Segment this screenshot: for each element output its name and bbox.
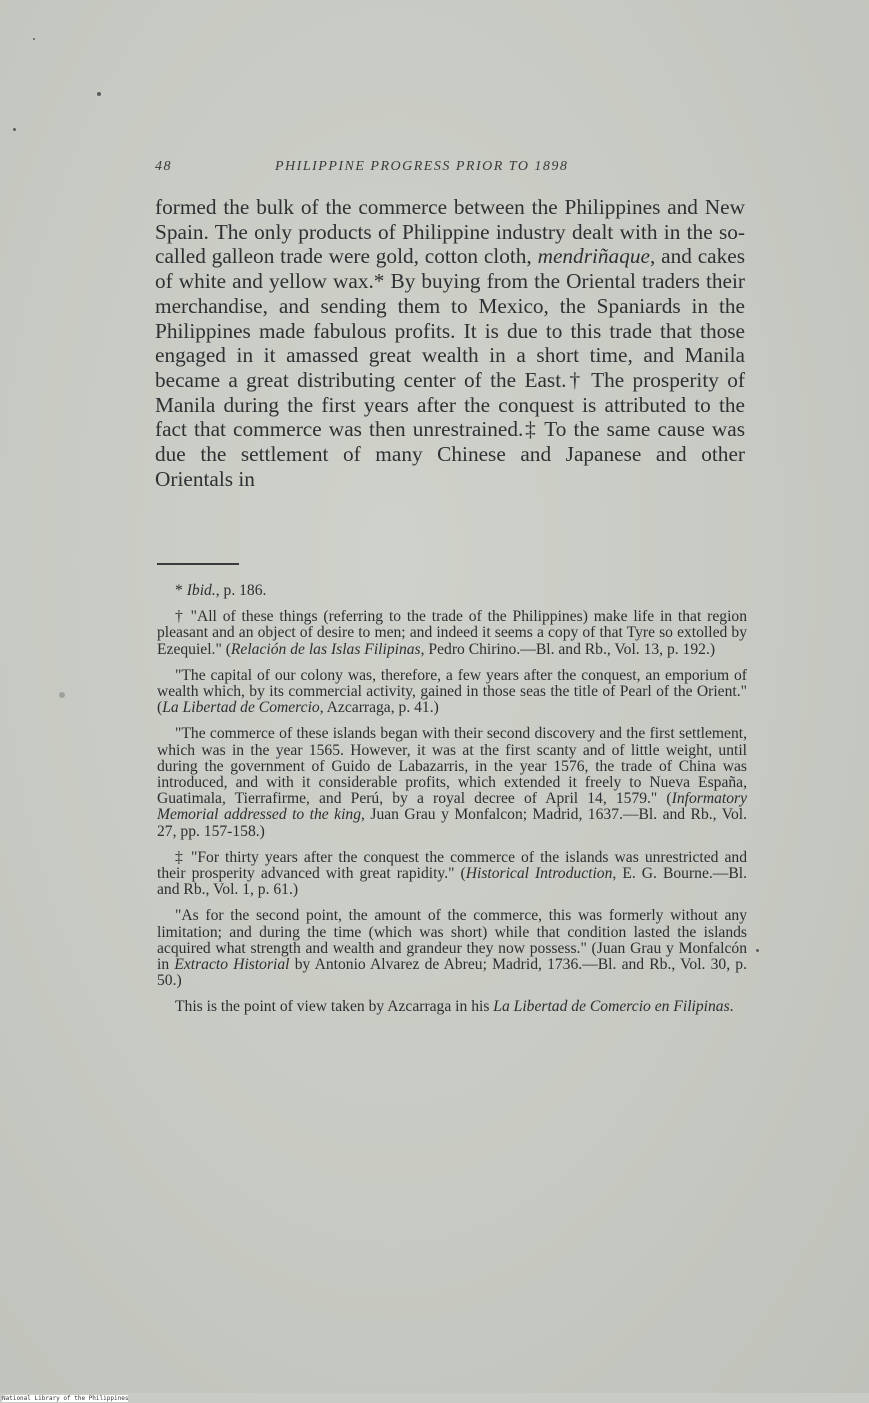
footnote-text: . bbox=[729, 998, 734, 1016]
footnote bbox=[157, 850, 747, 899]
footnote-text: † "All of these things (referring to the trade of the Philippines) make life in that region pleasant and an object of desire to men; and indeed it seems a copy of that Tyre so extolled by Ezequiel." ( bbox=[157, 608, 747, 658]
body-text-part: , and cakes of white and yellow wax.* By buying from the Oriental traders their merchandise, and sending them to Mexico, the Spaniards in the Philippines made fabulous profits. It is due to this trade that those engaged in it amassed great wealth in a short time, and Manila became a great distributing center of the East.† The prosperity of Manila during the first years after the conquest is attributed to the fact that commerce was then unrestrained.‡ To the same cause was due the settlement of many Chinese and Japanese and other Orientals in bbox=[155, 244, 745, 491]
body-text-part: formed the bulk of the commerce between the Philippines and New Spain. The only products of Philippine industry dealt with in the so-called galleon trade were gold, cotton cloth, bbox=[155, 195, 745, 269]
footnote-italic: La Libertad de Comercio bbox=[162, 699, 320, 717]
footnote-text: , E. G. Bourne.—Bl. and Rb., Vol. 1, p. 61.) bbox=[157, 865, 748, 899]
speck bbox=[13, 128, 16, 131]
footnotes bbox=[157, 583, 747, 1026]
footnote bbox=[157, 908, 747, 989]
speck bbox=[59, 692, 65, 698]
page-number: 48 bbox=[155, 159, 172, 174]
footnote-text: ‡ "For thirty years after the conquest the commerce of the islands was unrestricted and their prosperity advanced with great rapidity." ( bbox=[157, 848, 747, 883]
footnote-text: , Pedro Chirino.—Bl. and Rb., Vol. 13, p. 192.) bbox=[420, 640, 716, 658]
speck bbox=[33, 38, 35, 40]
footnote bbox=[157, 609, 747, 658]
footnote-italic: Ibid. bbox=[186, 582, 216, 599]
footnote-italic: Informatory Memorial addressed to the king bbox=[157, 790, 747, 824]
speck bbox=[97, 92, 101, 96]
footnote-text: , Azcarraga, p. 41.) bbox=[319, 699, 439, 717]
speck bbox=[756, 949, 759, 952]
footnote bbox=[157, 726, 747, 839]
body-paragraph bbox=[155, 195, 745, 491]
footnote-text: This is the point of view taken by Azcarraga in his bbox=[175, 998, 494, 1016]
footnote-text: , Juan Grau y Monfalcon; Madrid, 1637.—Bl. and Rb., Vol. 27, pp. 157-158.) bbox=[157, 806, 747, 840]
library-credit: National Library of the Philippines bbox=[2, 1395, 129, 1402]
footnote-text: "The commerce of these islands began with their second discovery and the first settlement, which was in the year 1565. However, it was at the first scanty and of little weight, until during the government of Guido de Labazarris, in the year 1576, the trade of China was introduced, and with it considerable profits, which extended it freely to Nueva España, Guatimala, Tierrafirme, and Perú, by a royal decree of April 14, 1579." ( bbox=[157, 725, 747, 808]
footnote-italic: Historical Introduction bbox=[465, 865, 613, 883]
footnote-italic: Extracto Historial bbox=[174, 956, 290, 974]
footnote bbox=[157, 668, 747, 717]
running-head-title: PHILIPPINE PROGRESS PRIOR TO 1898 bbox=[275, 159, 569, 174]
footnote-text: "The capital of our colony was, therefore, a few years after the conquest, an emporium of wealth which, by its commercial activity, gained in those seas the title of Pearl of the Orient." ( bbox=[157, 666, 747, 717]
footnote-text: "As for the second point, the amount of the commerce, this was formerly without any limitation; and during the time (which was short) while that condition lasted the islands acquired what strength and wealth and grandeur they now possess." (Juan Grau y Monfalcón in bbox=[157, 907, 747, 974]
body-italic-term: mendriñaque bbox=[537, 244, 650, 269]
footnote-italic: La Libertad de Comercio en Filipinas bbox=[493, 998, 730, 1016]
footnote bbox=[157, 999, 747, 1015]
footnote-mark: * bbox=[175, 582, 187, 599]
footnote bbox=[157, 583, 747, 599]
footnote-text: , p. 186. bbox=[215, 582, 267, 599]
footnote-rule bbox=[157, 563, 239, 565]
footnote-text: by Antonio Alvarez de Abreu; Madrid, 1736.—Bl. and Rb., Vol. 30, p. 50.) bbox=[157, 956, 747, 990]
running-head bbox=[155, 156, 745, 178]
footnote-italic: Relación de las Islas Filipinas bbox=[230, 640, 421, 658]
